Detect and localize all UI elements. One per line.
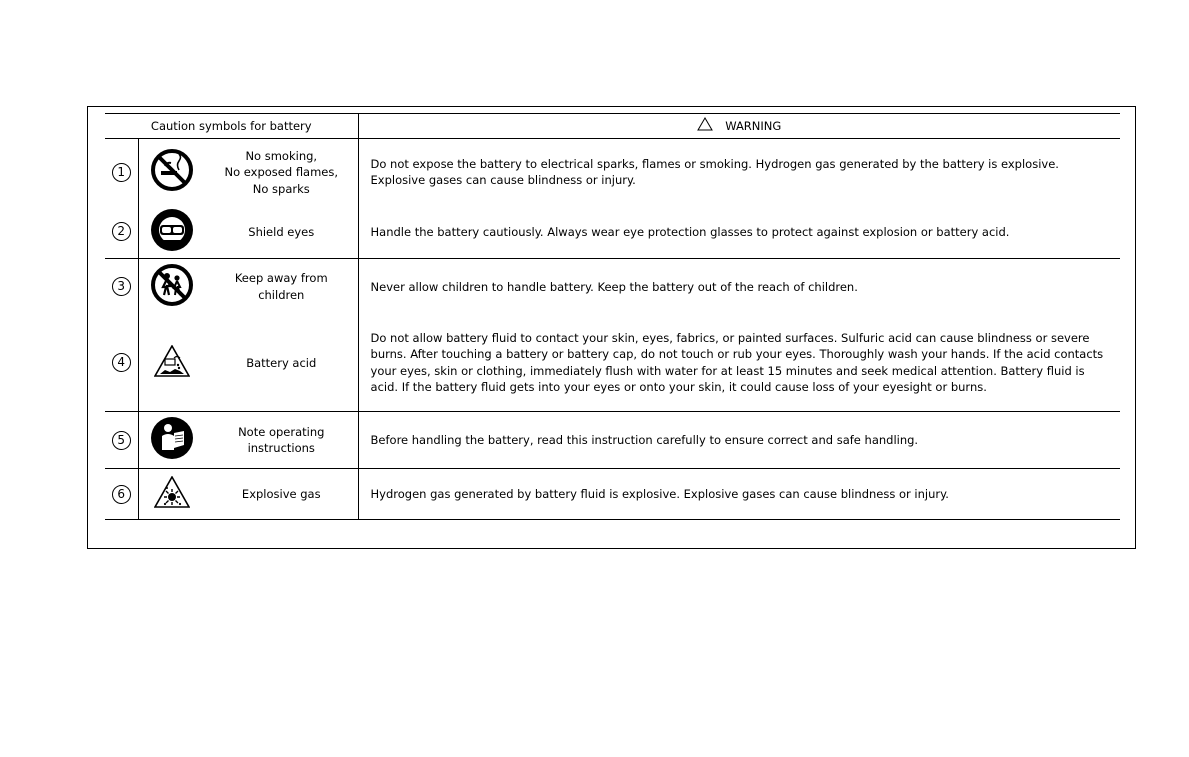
row-label-3: Keep away from children (205, 259, 358, 315)
header-warning (358, 114, 1120, 139)
row-number-6: 6 (105, 469, 138, 520)
warning-title: WARNING (725, 118, 782, 133)
row-label-1: No smoking, No exposed flames, No sparks (205, 139, 358, 206)
row-number-2: 2 (105, 206, 138, 259)
row-description-6: Hydrogen gas generated by battery fluid is explosive. Explosive gases can cause blindness or injury. (358, 469, 1120, 520)
row-description-1: Do not expose the battery to electrical sparks, flames or smoking. Hydrogen gas generated by the battery is explosive. Explosive gases can cause blindness or injury. (370, 156, 1059, 188)
shield-eyes-icon (138, 206, 205, 259)
row-label-4: Battery acid (205, 315, 358, 412)
row-number-5: 5 (105, 412, 138, 469)
row-description-5: Before handling the battery, read this instruction carefully to ensure correct and safe handling. (358, 412, 1120, 469)
header-row (105, 114, 1120, 139)
table-row (105, 206, 1120, 259)
battery-caution-table (105, 113, 1120, 520)
row-number-4: 4 (105, 315, 138, 412)
row-label-6: Explosive gas (205, 469, 358, 520)
row-number-1: 1 (105, 139, 138, 206)
table-row (105, 315, 1120, 412)
table-row (105, 139, 1120, 206)
row-label-5: Note operating instructions (205, 412, 358, 469)
no-smoking-icon (138, 139, 205, 206)
row-description-3: Never allow children to handle battery. Keep the battery out of the reach of children. (370, 279, 858, 294)
row-description-4: Do not allow battery fluid to contact your skin, eyes, fabrics, or painted surfaces. Sulfuric acid can cause blindness or severe burns. After touching a battery or battery cap, do not touch or rub your eyes. Thoroughly wash your hands. If the acid contacts your eyes, skin or clothing, immediately flush with water for at least 15 minutes and seek medical attention. Battery fluid is acid. If the battery fluid gets into your eyes or onto your skin, it could cause loss of your eyesight or burns. (358, 315, 1120, 412)
row-number-3: 3 (105, 259, 138, 315)
explosive-gas-icon (138, 469, 205, 520)
battery-acid-icon (138, 315, 205, 412)
header-symbols: Caution symbols for battery (105, 114, 358, 139)
table-row (105, 259, 1120, 315)
note-instructions-icon (138, 412, 205, 469)
warning-triangle-icon (697, 117, 713, 136)
row-label-2: Shield eyes (205, 206, 358, 259)
table-row (105, 412, 1120, 469)
keep-away-children-icon (138, 259, 205, 315)
table-row (105, 469, 1120, 520)
row-description-2: Handle the battery cautiously. Always wear eye protection glasses to protect against explosion or battery acid. (358, 206, 1120, 259)
